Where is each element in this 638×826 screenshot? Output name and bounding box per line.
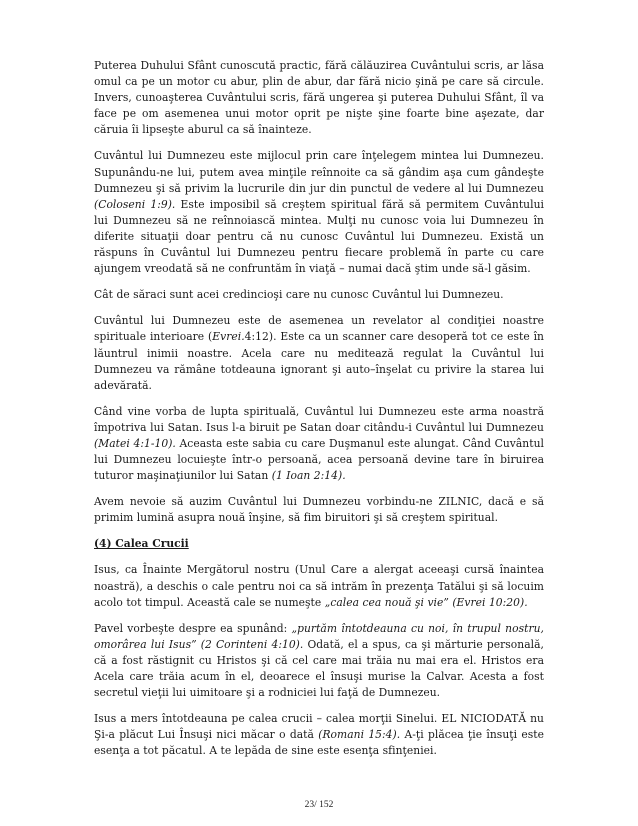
paragraph-daily-word: Avem nevoie să auzim Cuvântul lui Dumnezeu vorbindu-ne ZILNIC, dacă e să primim lumină asupra nouă înşine, să fim biruitori şi să creştem spiritual. xyxy=(94,495,544,525)
text-run: Isus a mers întotdeauna pe calea crucii – calea morţii Sinelui. EL NICIODATĂ nu Şi-a plăcut Lui Însuşi nici măcar o dată xyxy=(94,712,544,742)
paragraph-paul xyxy=(94,621,544,701)
text-run: Când vine vorba de lupta spirituală, Cuvântul lui Dumnezeu este arma noastră împotriva lui Satan. Isus l-a biruit pe Satan doar citându-i Cuvântul lui Dumnezeu xyxy=(94,404,544,434)
text-run: Cuvântul lui Dumnezeu este mijlocul prin care înţelegem mintea lui Dumnezeu. Supunându-ne lui, putem avea minţile reînnoite ca să gândim aşa cum gândeşte Dumnezeu şi să privim la lucrurile din jur din punctul de vedere al lui Dumnezeu xyxy=(94,149,544,195)
text-run: Pavel vorbeşte despre ea spunând: xyxy=(94,621,292,635)
paragraph-renewed-mind xyxy=(94,148,544,277)
text-run: A-ţi plăcea ţie însuţi este esenţa a tot păcatul. A te lepăda de sine este esenţa sfinţeniei. xyxy=(94,728,544,758)
scripture-reference: (1 Ioan 2:14). xyxy=(271,469,346,483)
text-run: Aceasta este sabia cu care Duşmanul este alungat. Când Cuvântul lui Dumnezeu locuieşte într-o persoană, acea persoană devine tare în biruirea tuturor maşinaţiunilor lui Satan xyxy=(94,436,544,483)
section-heading: (4) Calea Crucii xyxy=(94,537,189,551)
paragraph-poor-believers: Cât de săraci sunt acei credincioşi care nu cunosc Cuvântul lui Dumnezeu. xyxy=(94,288,504,302)
text-run: Isus, ca Înainte Mergătorul nostru (Unul Care a alergat aceeaşi cursă înaintea noastră), a deschis o cale pentru noi ca să intrăm în prezenţa Tatălui şi să locuim acolo tot timpul. Această cale se numeşte xyxy=(94,563,544,609)
scripture-reference: „calea cea nouă şi vie” (Evrei 10:20). xyxy=(324,595,528,609)
paragraph-spirit-and-word: Puterea Duhului Sfânt cunoscută practic, fără călăuzirea Cuvântului scris, ar lăsa omul ca pe un motor cu abur, plin de abur, dar fără nicio şină pe care să circule. Invers, cunoaşterea Cuvântului scris, fără ungerea şi puterea Duhului Sfânt, îl va face pe om asemenea unui motor oprit pe nişte şine foarte bine aşezate, dar căruia îi lipseşte aburul ca să înainteze. xyxy=(94,59,544,137)
paragraph-spiritual-warfare xyxy=(94,404,544,484)
scripture-reference: (Romani 15:4). xyxy=(318,728,401,742)
paragraph-revealer xyxy=(94,313,544,393)
text-run: Odată, el a spus, ca şi mărturie personală, că a fost răstignit cu Hristos şi că cel care mai trăia nu mai era el. Hristos era Acela care trăia acum în el, deoarece el însuşi murise la Calvar. Acesta a fost secretul vieţii lui uimitoare şi a rodniciei lui faţă de Dumnezeu. xyxy=(94,637,544,700)
paragraph-way-of-cross xyxy=(94,711,544,759)
text-run: 4:12). Este ca un scanner care desoperă tot ce este în lăuntrul inimii noastre. Acela care nu meditează regulat la Cuvântul lui Dumnezeu va rămâne totdeauna ignorant şi auto–înşelat cu privire la starea lui adevărată. xyxy=(94,330,544,392)
scripture-quote: „purtăm întotdeauna cu noi, în trupul nostru, omorârea lui Isus” (2 Corinteni 4:10). xyxy=(94,621,544,651)
scripture-reference: (Matei 4:1-10). xyxy=(94,436,176,450)
paragraph-new-way xyxy=(94,562,544,610)
scripture-reference: (Coloseni 1:9). xyxy=(94,197,176,211)
page-number: 23/ 152 xyxy=(304,800,334,810)
text-run: Cuvântul lui Dumnezeu este de asemenea un revelator al condiţiei noastre spirituale interioare ( xyxy=(94,314,544,344)
text-run: Este imposibil să creştem spiritual fără să permitem Cuvântului lui Dumnezeu să ne reînnoiască mintea. Mulţi nu cunosc voia lui Dumnezeu în diferite situaţii doar pentru că nu cunosc Cuvântul lui Dumnezeu. Există un răspuns în Cuvântul lui Dumnezeu pentru fiecare problemă în parte cu care ajungem vreodată să ne confruntăm în viaţă – numai dacă ştim unde să-l găsim. xyxy=(94,197,544,276)
scripture-reference: Evrei. xyxy=(212,330,245,344)
